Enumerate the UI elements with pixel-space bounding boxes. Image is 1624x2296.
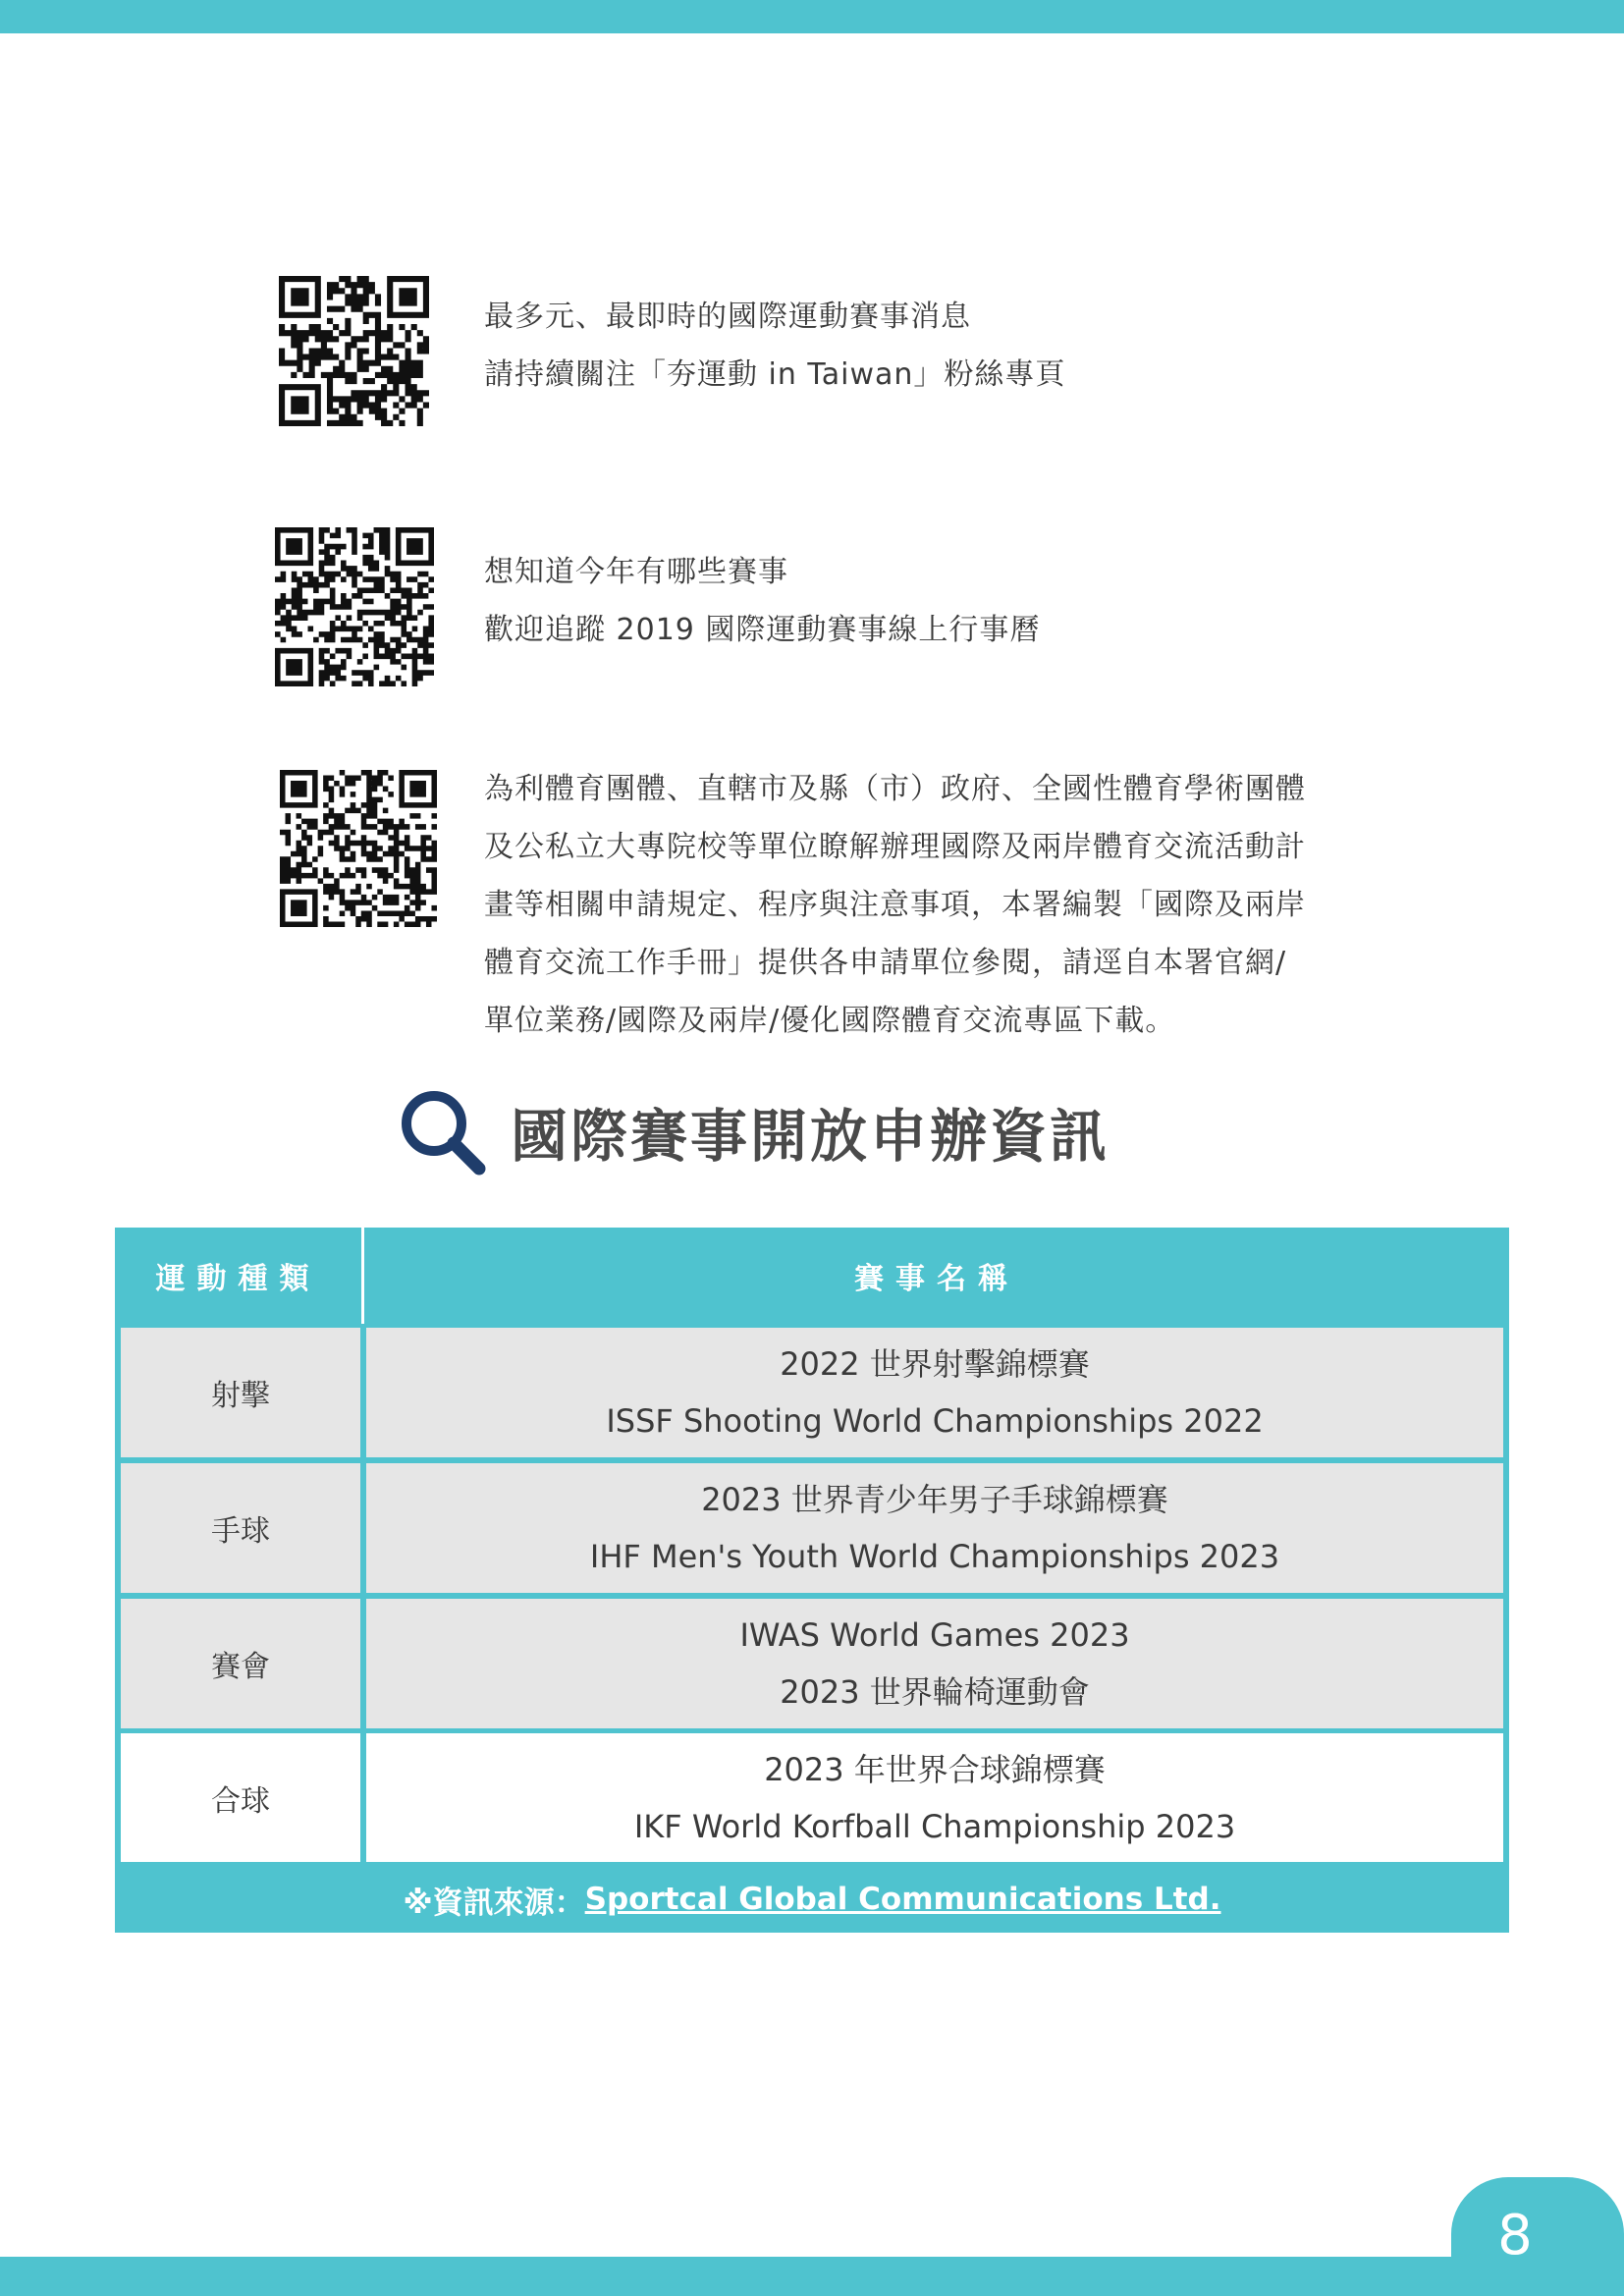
table-row	[121, 1599, 1503, 1728]
sport-cell: 賽會	[211, 1650, 270, 1684]
section-title: 國際賽事開放申辦資訊	[511, 1103, 1110, 1170]
info-line: 畫等相關申請規定、程序與注意事項，本署編製「國際及兩岸	[484, 888, 1306, 922]
info-line: 為利體育團體、直轄市及縣（市）政府、全國性體育學術團體	[484, 772, 1306, 806]
event-name-zh: 2022 世界射擊錦標賽	[780, 1345, 1090, 1383]
event-name-zh: 2023 世界青少年男子手球錦標賽	[701, 1481, 1168, 1518]
event-name-en: IKF World Korfball Championship 2023	[633, 1807, 1236, 1845]
page-number: 8	[1497, 2204, 1533, 2268]
info-line: 請持續關注「夯運動 in Taiwan」粉絲專頁	[484, 357, 1066, 392]
info-line: 單位業務/國際及兩岸/優化國際體育交流專區下載。	[484, 1004, 1176, 1038]
qr-code-icon[interactable]	[280, 770, 437, 927]
event-name-zh: 2023 世界輪椅運動會	[780, 1673, 1090, 1711]
event-name-zh: 2023 年世界合球錦標賽	[764, 1750, 1106, 1788]
sport-cell: 手球	[211, 1514, 270, 1549]
source-link[interactable]: Sportcal Global Communications Ltd.	[584, 1882, 1221, 1917]
table-header-event: 賽事名稱	[854, 1262, 1019, 1296]
sport-cell: 射擊	[211, 1379, 270, 1413]
table-row	[121, 1328, 1503, 1457]
info-line: 體育交流工作手冊」提供各申請單位參閱，請逕自本署官網/	[484, 946, 1287, 980]
qr-info-text	[484, 543, 1040, 659]
table-row	[121, 1463, 1503, 1593]
info-line: 及公私立大專院校等單位瞭解辦理國際及兩岸體育交流活動計	[484, 830, 1306, 864]
table-header-sport: 運動種類	[155, 1262, 321, 1296]
qr-info-text	[484, 760, 1306, 1050]
event-name-en: IWAS World Games 2023	[739, 1616, 1130, 1654]
sport-cell: 合球	[211, 1783, 270, 1819]
info-line: 想知道今年有哪些賽事	[484, 555, 788, 589]
source-note	[115, 1866, 1509, 1933]
top-accent-bar	[0, 0, 1624, 33]
section-heading	[393, 1092, 1110, 1171]
info-line: 最多元、最即時的國際運動賽事消息	[484, 300, 971, 334]
source-prefix: ※資訊來源：	[403, 1885, 585, 1921]
qr-info-text	[484, 288, 1065, 404]
magnifier-icon	[393, 1082, 491, 1180]
events-table	[115, 1228, 1509, 1933]
event-name-en: ISSF Shooting World Championships 2022	[606, 1402, 1264, 1440]
qr-code-icon[interactable]	[275, 527, 434, 686]
bottom-accent-bar	[0, 2257, 1624, 2296]
info-line: 歡迎追蹤 2019 國際運動賽事線上行事曆	[484, 613, 1041, 647]
event-name-en: IHF Men's Youth World Championships 2023	[589, 1538, 1280, 1575]
qr-code-icon[interactable]	[279, 275, 429, 427]
table-row	[121, 1733, 1503, 1862]
